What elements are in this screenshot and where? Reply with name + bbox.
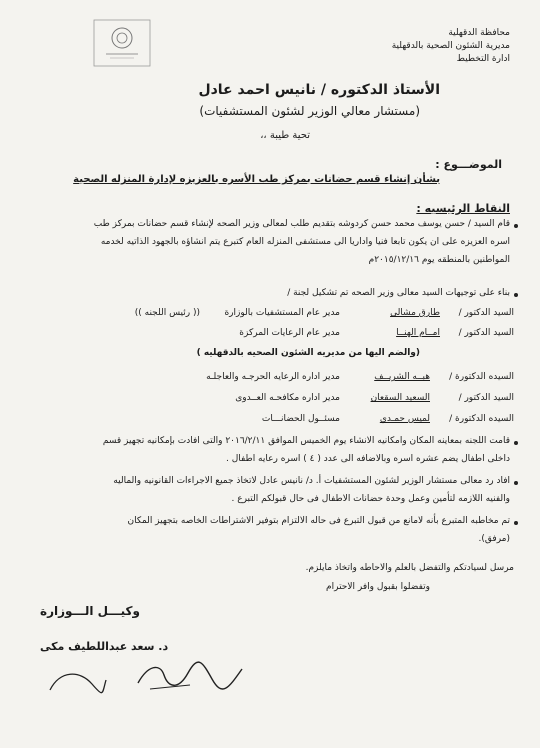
signature-name: د. سعد عبداللطيف مكى — [40, 640, 169, 653]
member-2-name: السعيد السقعان — [370, 393, 430, 403]
subject-label: الموضـــوع : — [435, 158, 502, 171]
addressee-title: الأستاذ الدكتوره / نانيس احمد عادل — [198, 82, 440, 98]
committee-2-role: مدير عام الرعايات المركزة — [239, 328, 340, 338]
signature-title: وكيـــل الـــوزارة — [40, 604, 140, 618]
para1-line3: المواطنين بالمنطقه يوم ٢٠١٥/١٢/١٦م — [368, 255, 510, 265]
committee-2-title: السيد الدكتور / — [458, 328, 514, 338]
header-directorate: مديرية الشئون الصحية بالدقهلية — [391, 41, 510, 51]
bullet3-line1: تم مخاطبه المتبرع بأنه لامانع من قبول التبرع فى حاله الالتزام بتوفير الاشتراطات الخاصه بتجهيز المكان — [127, 516, 510, 526]
closing-line2: وتفضلوا بقبول وافر الاحترام — [326, 582, 430, 592]
committee-2-name: امــام الهنــا — [396, 328, 440, 338]
subject-text: بشأن إنشاء قسم حضانات بمركز طب الأسره بالعزيزه لإدارة المنزله الصحية — [73, 174, 440, 185]
ministry-logo — [92, 18, 152, 68]
greeting: تحية طيبة ،، — [260, 130, 310, 141]
bullet3-line2: (مرفق). — [478, 534, 510, 544]
member-1-role: مدير اداره الرعايه الحرجـه والعاجلـه — [206, 372, 340, 382]
closing-line1: مرسل لسيادتكم والتفضل بالعلم والاحاطه واتخاذ مايلزم. — [305, 563, 514, 573]
committee-1-note: (( رئيس اللجنه )) — [134, 308, 200, 318]
member-3-role: مسئــول الحضانـــات — [261, 414, 340, 424]
signature-mark — [40, 660, 110, 700]
committee-1-name: طارق مشالى — [390, 308, 440, 318]
header-department: ادارة التخطيط — [456, 54, 510, 64]
handwritten-signature — [130, 655, 250, 695]
member-1-name: هبــه الشريــف — [374, 372, 430, 382]
addressee-subtitle: (مستشار معالي الوزير لشئون المستشفيات) — [199, 104, 420, 118]
bullet1-line2: داخلى اطفال يضم عشره اسره وبالاضافه الى عدد ( ٤ ) اسره رعايه اطفال . — [225, 454, 510, 464]
main-points-title: النقاط الرئيسيه : — [416, 202, 510, 215]
committee-1-role: مدير عام المستشفيات بالوزارة — [224, 308, 340, 318]
committee-1-title: السيد الدكتور / — [458, 308, 514, 318]
bullet2-line1: افاد رد معالى مستشار الوزير لشئون المستشفيات أ. د/ نانيس عادل لاتخاذ جميع الاجراءات القانونيه والماليه — [113, 476, 510, 486]
member-3-name: لميس حمـدي — [379, 414, 430, 424]
member-2-title: السيد الدكتور / — [458, 393, 514, 403]
bullet1-line1: قامت اللجنه بمعاينه المكان وامكانيه الانشاء يوم الخميس الموافق ٢٠١٦/٢/١١ والتى افادت بإمكانيه تجهيز قسم — [102, 436, 510, 446]
para2: بناء على توجيهات السيد معالى وزير الصحه تم تشكيل لجنة / — [287, 288, 510, 298]
header-governorate: محافظة الدقهلية — [448, 28, 510, 38]
para1-line2: اسره العزيزه على ان يكون تابعا فنيا واداريا الى مستشفى المنزله العام كتبرع يتم انشاؤه بالجهود الذاتيه لخدمه — [100, 237, 510, 247]
joined-note: (والضم اليها من مديريه الشئون الصحيه بالدقهليه ) — [196, 348, 420, 358]
member-2-role: مدير اداره مكافحـه العــدوى — [235, 393, 340, 403]
para1-line1: قام السيد / حسن يوسف محمد حسن كردوشه بتقديم طلب لمعالى وزير الصحه لإنشاء قسم حضانات بمركز طب — [93, 219, 510, 229]
member-3-title: السيده الدكتورة / — [449, 414, 514, 424]
member-1-title: السيده الدكتورة / — [449, 372, 514, 382]
bullet2-line2: والفنيه اللازمه لتأمين وعمل وحدة حضانات الاطفال فى حال قبولكم التبرع . — [231, 494, 510, 504]
